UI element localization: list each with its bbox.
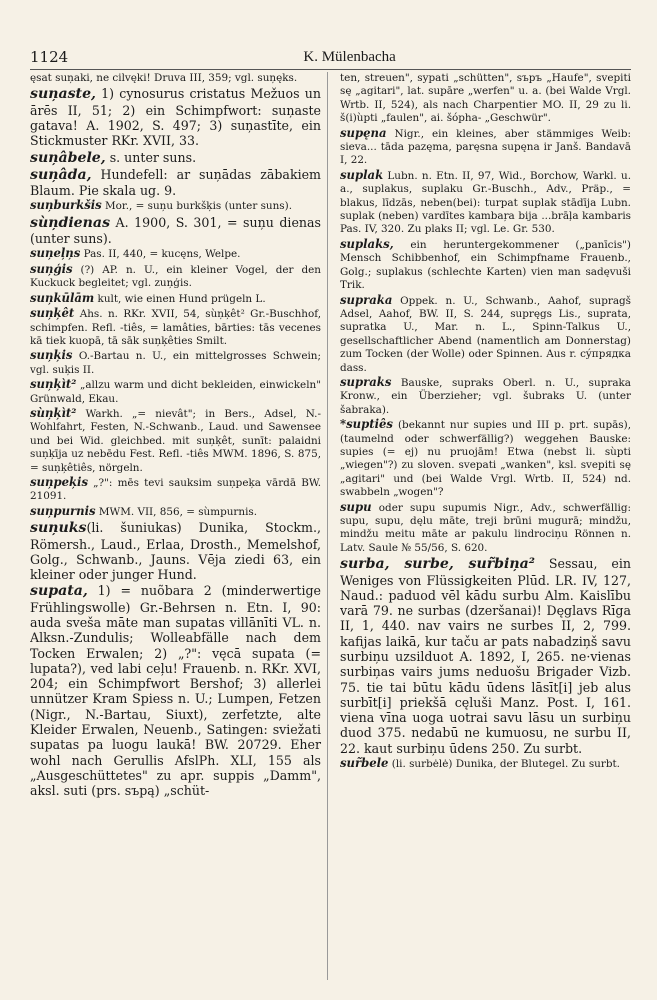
entry-headword: surba, surbe, sur̃biņa² bbox=[340, 556, 535, 573]
running-head: K. Mülenbacha bbox=[303, 49, 396, 65]
entry-headword: supraka bbox=[340, 292, 393, 307]
entry-text: Mor., = suņu burkšķis (unter suns). bbox=[101, 200, 293, 213]
dictionary-entry bbox=[30, 263, 321, 291]
text-columns bbox=[30, 72, 631, 980]
dictionary-entry bbox=[30, 215, 321, 247]
entry-text: (li. surbėlė) Dunika, der Blutegel. Zu surbt. bbox=[388, 758, 620, 771]
entry-headword: suņķêt bbox=[30, 306, 75, 321]
entry-text: ein heruntergekommener („panīcis") Mensch Schibbenhof, ein Schimpfname Frauenb., Golg.; suplakus (schlechte Karten) vien man sadęvuši Trik. bbox=[340, 238, 631, 292]
entry-headword: sur̃bele bbox=[340, 756, 389, 771]
entry-headword: suņķìt² bbox=[30, 377, 77, 392]
right-column bbox=[340, 72, 631, 980]
entry-text: Lubn. n. Etn. II, 97, Wid., Borchow, Warkl. u. a., suplakus, suplaku Gr.-Buschh., Adv., Präp., = blakus, līdzās, neben(bei): turpat suplak stādīja Lubn. suplak (neben) vardītes kambaŗa bija ...brāļa kambaris Pas. IV, 320. Zu plaks II; vgl. Le. Gr. 530. bbox=[340, 169, 631, 236]
dictionary-entry bbox=[30, 86, 321, 148]
entry-text: kult, wie einen Hund prügeln L. bbox=[94, 292, 266, 305]
entry-headword: suplak bbox=[340, 167, 384, 182]
entry-headword: sùņķìt² bbox=[30, 405, 77, 420]
entry-headword: suņpurnis bbox=[30, 503, 96, 518]
entry-headword: supu bbox=[340, 499, 372, 514]
dictionary-entry bbox=[340, 376, 631, 417]
entry-text: Warkh. „= nievât"; in Bers., Adsel, N.-Wohlfahrt, Festen, N.-Schwanb., Laud. und Sawensee und bei Wid. gleichbed. mit suņķêt, sunīt: palaidni suņķīja uz nebēdu Fest. Refl. -tiês MWM. 1896, S. 875, = suņķêtiês, nörgeln. bbox=[30, 407, 321, 474]
entry-headword: supata, bbox=[30, 583, 88, 600]
page-header bbox=[30, 44, 631, 70]
entry-headword: suņpeķis bbox=[30, 474, 88, 489]
dictionary-entry bbox=[340, 556, 631, 756]
entry-headword: suplaks, bbox=[340, 236, 394, 251]
entry-text: ten, streuen", sypati „schütten", sъpъ „Haufe", svepiti sę „agitari", lat. supāre „werfen" u. a. (bei Walde Vrgl. Wrtb. II, 524), als nach Charpentier MO. II, 29 zu li. š(i)ùpti „faulen", ai. šópha- „Geschwür". bbox=[340, 72, 631, 125]
entry-text: 1) cynosurus cristatus Mežuos un ārēs II, 51; 2) ein Schimpfwort: suņaste gatava! A. 1902, S. 497; 3) suņastīte, ein Stickmuster RKr. XVII, 33. bbox=[30, 86, 321, 149]
dictionary-entry bbox=[340, 501, 631, 556]
dictionary-entry bbox=[30, 307, 321, 348]
left-column bbox=[30, 72, 328, 980]
dictionary-entry bbox=[30, 167, 321, 199]
entry-headword: supraks bbox=[340, 374, 392, 389]
dictionary-entry bbox=[30, 199, 321, 213]
dictionary-entry bbox=[340, 294, 631, 375]
entry-text: MWM. VII, 856, = sùmpurnis. bbox=[95, 505, 258, 518]
dictionary-entry bbox=[340, 418, 631, 499]
entry-text: Oppek. n. U., Schwanb., Aahof, supragš Adsel, Aahof, BW. II, S. 244, supręgs Lis., suprata, supratka U., Mar. n. L., Spinn-Talkus U., gesellschaftlicher Abend (namentlich am Donnerstag) zum Tocken (der Wolle) oder Spinnen. Aus r. cýпрядка dass. bbox=[340, 294, 631, 374]
dictionary-entry bbox=[340, 238, 631, 293]
entry-text: ęsat suņaki, ne cilvęki! Druva III, 359; vgl. suņęks. bbox=[30, 72, 298, 84]
entry-text: Hundefell: ar suņādas zābakiem Blaum. Pie skala ug. 9. bbox=[30, 166, 321, 199]
entry-text: Ahs. n. RKr. XVII, 54, sùņķêt² Gr.-Buschhof, schimpfen. Refl. -tiês, = lamâties, bārties: tās vecenes kā tiek kuopā, tā sāk suņķêties Smilt. bbox=[30, 308, 321, 347]
entry-text: s. unter suns. bbox=[105, 149, 197, 165]
dictionary-entry bbox=[340, 72, 631, 126]
dictionary-entry bbox=[30, 520, 321, 582]
entry-headword: suņuks bbox=[30, 520, 87, 537]
entry-text: Sessau, ein Weniges von Flüssigkeiten Plūd. LR. IV, 127, Naud.: paduod vēl kādu surbu Alm. Kaislību varā 79. ne surbas (dzeršanai)! Dęglavs Rīga II, 1, 440. nav vairs ne surbes II, 2, 799. kafijas laikā, kur taču ar pats nabadziņš savu surbiņu uzsilduot A. 1892, I, 265. ne·vienas surbiņas vairs jums neduošu Brigader Vizb. 75. tie tai būtu kādu ūdens lāsīt[i] jeb alus surbīt[i] priekšā cęluši Manz. Post. I, 161. viena vīna uoga uotrai savu lāsu un surbiņu duod 375. nedabū ne kumuosu, ne surbu II, 22. kaut surbiņu ūdens 250. Zu surbt. bbox=[340, 556, 631, 756]
entry-headword: suņķis bbox=[30, 348, 73, 363]
dictionary-entry bbox=[340, 757, 631, 771]
entry-text: oder supu supumis Nigr., Adv., schwerfällig: supu, supu, dęlu māte, treji brūni mugurā; mindžu, mindžu meitu māte ar pakulu lindrociņu Rönnen n. Latv. Saule № 55/56, S. 620. bbox=[340, 501, 631, 554]
dictionary-entry bbox=[30, 583, 321, 798]
entry-text: „?": mēs tevi sauksim suņpeķa vārdā BW. 21091. bbox=[30, 476, 321, 503]
entry-text: 1) = nuõbara 2 (minderwertige Frühlingswolle) Gr.-Behrsen n. Etn. I, 90: auda sveša māte man supatas villānīti VL. n. Alksn.-Zundulis; Wolleabfälle nach dem Tocken Erwalen; 2) „?": vęcā supata (= lupata?), ved labi ceļu! Frauenb. n. RKr. XVI, 204; ein Schimpfwort Bershof; 3) allerlei unnützer Kram Spiess n. U.; Lumpen, Fetzen (Nigr., N.-Bartau, Siuxt), zerfetzte, alte Kleider Erwalen, Neuenb., Satingen: sviežati supatas pa luogu laukā! BW. 20729. Eher wohl nach Gerullis AfslPh. XLI, 155 als „Ausgeschüttetes" zu apr. suppis „Damm", aksl. suti (prs. sъpą) „schüt- bbox=[30, 583, 321, 799]
dictionary-entry bbox=[30, 378, 321, 406]
entry-headword: suņģis bbox=[30, 261, 73, 276]
page-number: 1124 bbox=[30, 48, 69, 66]
entry-text: Pas. II, 440, = kucęns, Welpe. bbox=[80, 248, 241, 261]
entry-headword: suņâbele, bbox=[30, 149, 106, 166]
entry-text: (?) AP. n. U., ein kleiner Vogel, der den Kuckuck begleitet; vgl. zuņģis. bbox=[30, 263, 321, 290]
entry-headword: supęna bbox=[340, 125, 387, 140]
entry-text: O.-Bartau n. U., ein mittelgrosses Schwein; vgl. suķis II. bbox=[30, 350, 321, 376]
entry-text: Nigr., ein kleines, aber stämmiges Weib: sieva... tāda pazęma, paręsna supęna ir Janš. Bandavā I, 22. bbox=[340, 127, 631, 167]
entry-text: Bauske, supraks Oberl. n. U., supraka Kronw., ein Überzieher; vgl. šubraks U. (unter šabraka). bbox=[340, 376, 631, 416]
dictionary-entry bbox=[30, 150, 321, 166]
entry-text: (bekannt nur supies und III p. prt. supās), (taumelnd oder schwerfällig?) weggehen Bauske: supies (= ej) nu pruojām! Etwa (nebst li. sùpti „wiegen"?) zu sloven. svepati „wanken", ksl. svepiti sę „agitari" und (bei Walde Vrgl. Wrtb. II, 524) nd. swabbeln „wogen"? bbox=[340, 419, 631, 499]
dictionary-entry bbox=[30, 292, 321, 306]
dictionary-entry bbox=[30, 349, 321, 377]
entry-text: „allzu warm und dicht bekleiden, einwickeln" Grünwald, Ekau. bbox=[30, 379, 321, 405]
dictionary-entry bbox=[30, 407, 321, 475]
dictionary-entry bbox=[30, 476, 321, 504]
entry-text: (li. šuniukas) Dunika, Stockm., Römersh., Laud., Erlaa, Drosth., Memelshof, Golg., Schwanb., Jauns. Vēja ziedi 63, ein kleiner oder junger Hund. bbox=[30, 520, 321, 583]
dictionary-entry bbox=[30, 72, 321, 85]
entry-headword: suņburkšis bbox=[30, 198, 102, 213]
entry-headword: suņaste, bbox=[30, 86, 96, 103]
entry-headword: *suptiês bbox=[340, 417, 393, 432]
entry-text: A. 1900, S. 301, = suņu dienas (unter suns). bbox=[30, 214, 321, 247]
entry-headword: suņkūlām bbox=[30, 290, 95, 305]
dictionary-entry bbox=[30, 505, 321, 519]
entry-headword: suņâda, bbox=[30, 166, 92, 183]
dictionary-entry bbox=[30, 247, 321, 261]
dictionary-entry bbox=[340, 169, 631, 237]
entry-headword: suņeļņs bbox=[30, 246, 81, 261]
entry-headword: sùņdienas bbox=[30, 214, 111, 231]
dictionary-entry bbox=[340, 127, 631, 168]
